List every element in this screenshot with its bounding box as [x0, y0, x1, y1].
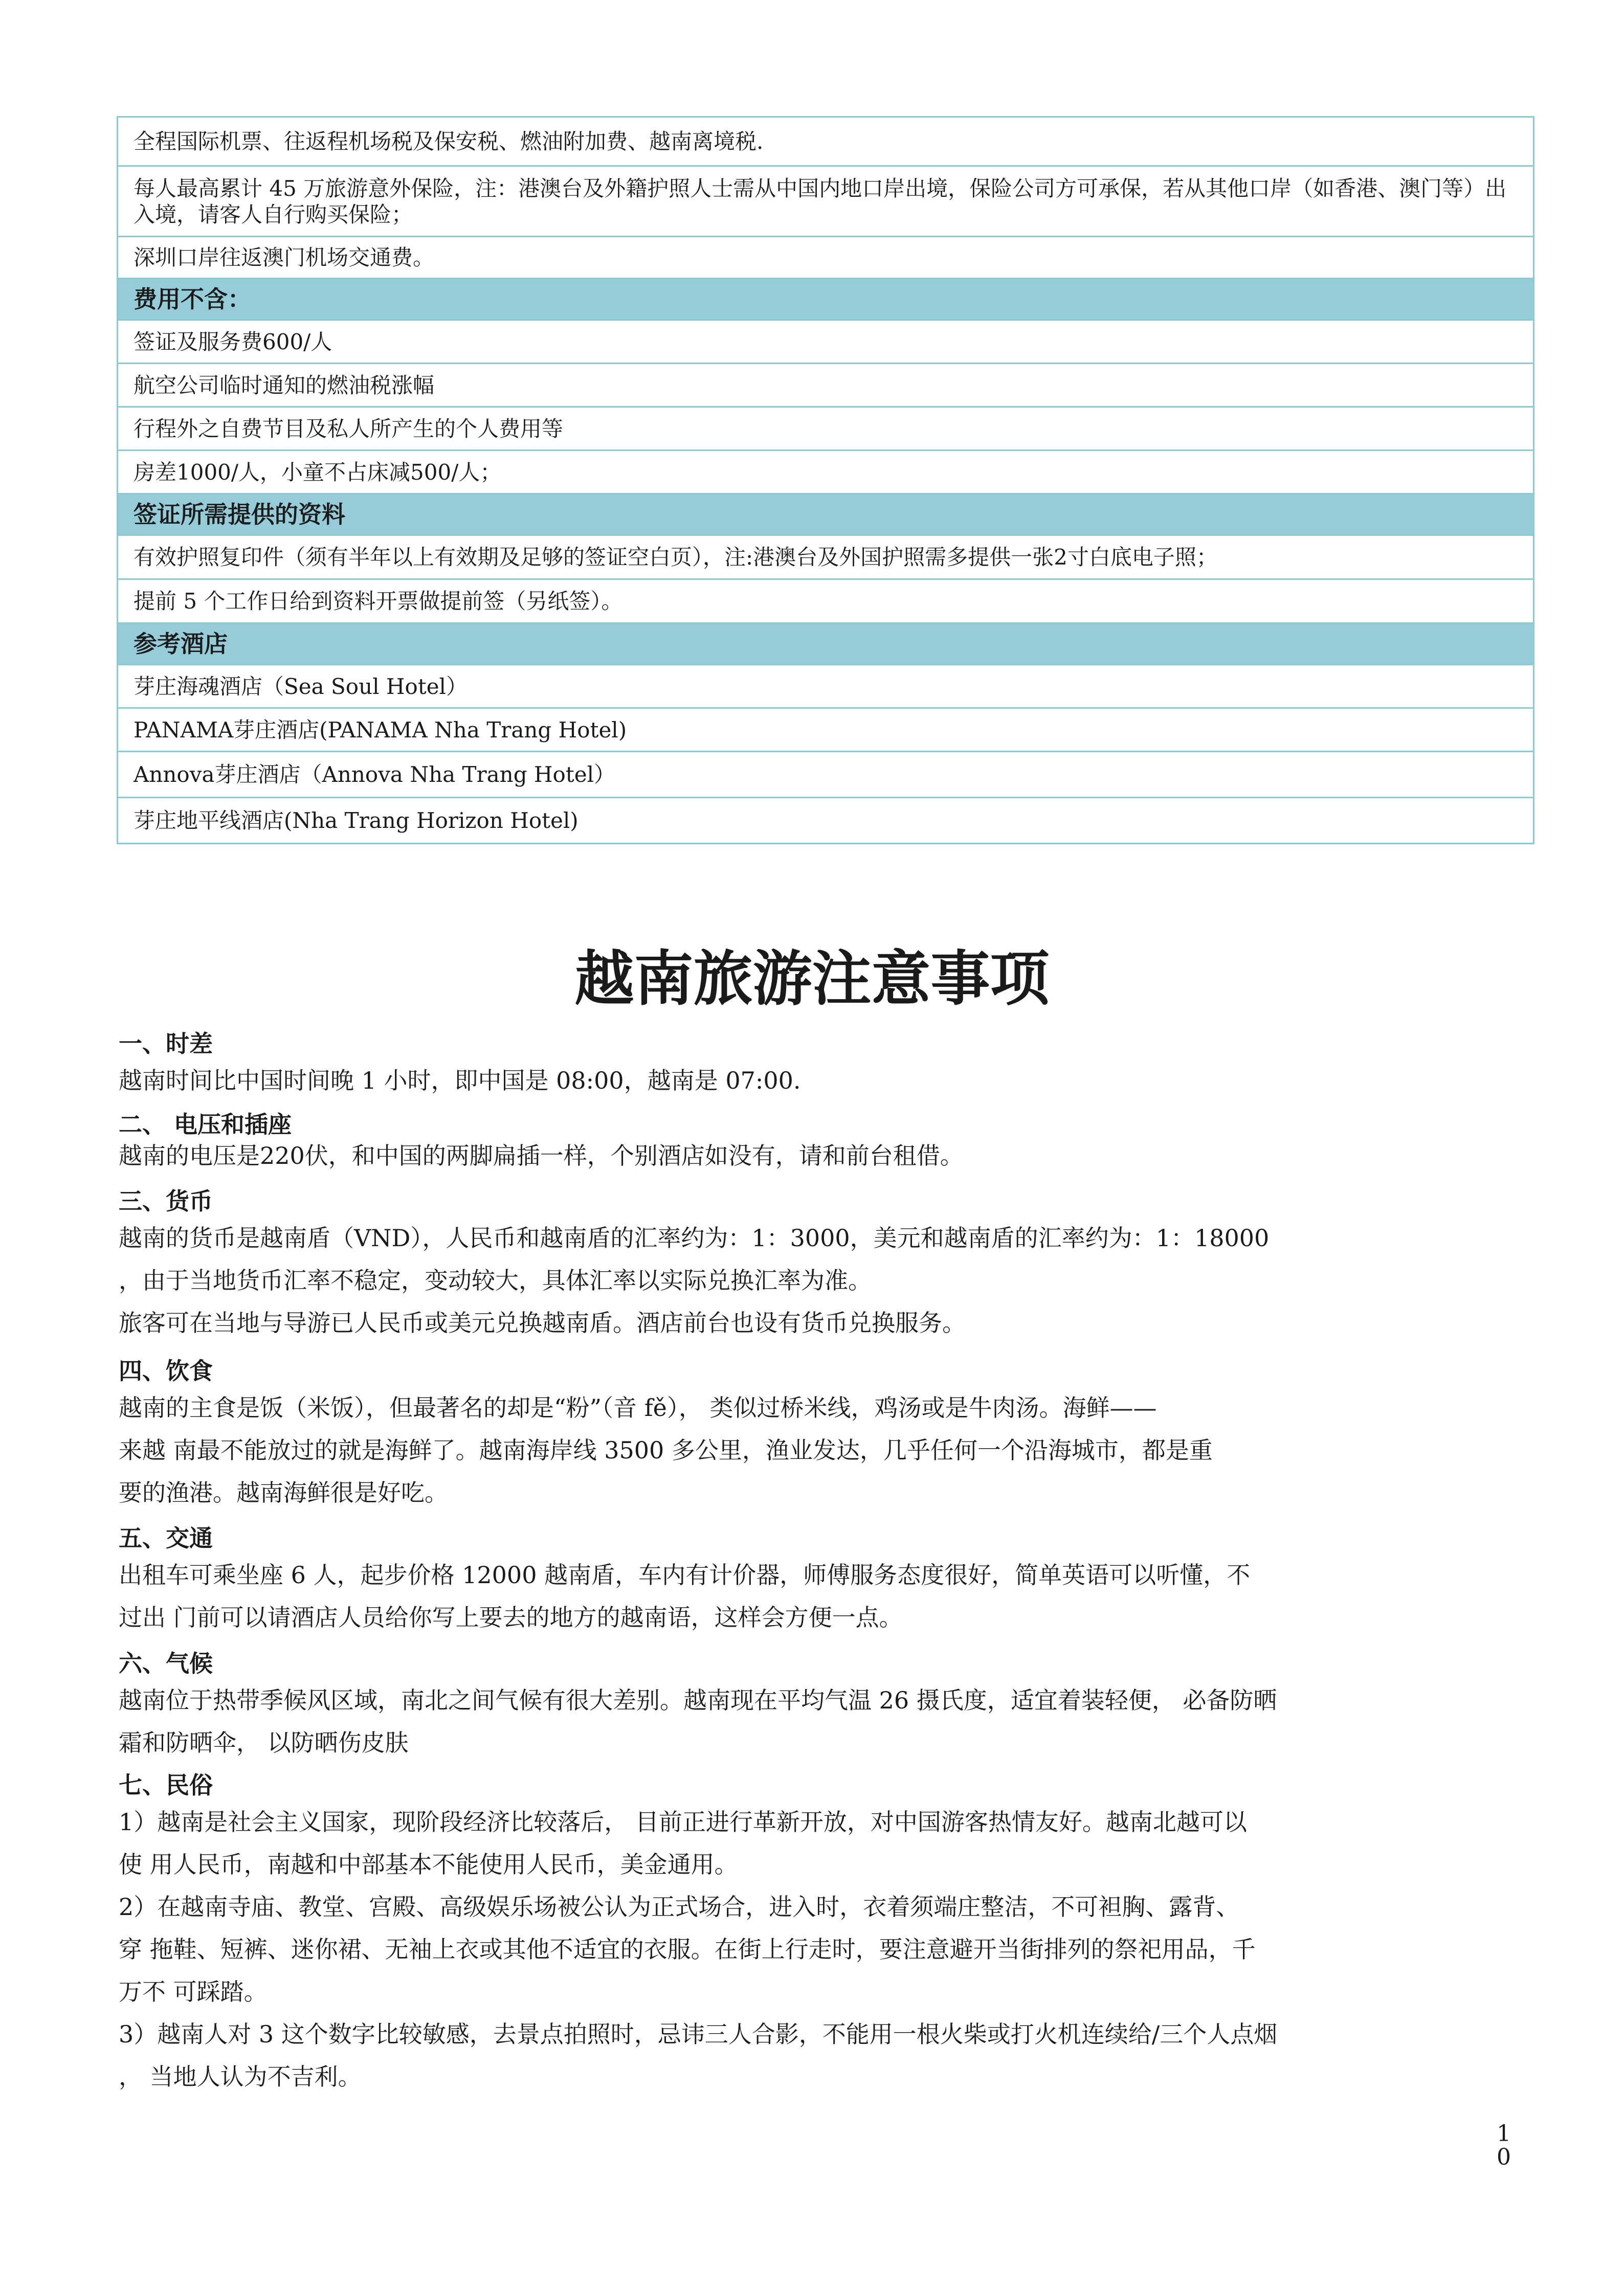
- section-text: 旅客可在当地与导游已人民币或美元兑换越南盾。酒店前台也设有货币兑换服务。: [119, 1309, 966, 1337]
- table-row: 房差1000/人，小童不占床减500/人；: [117, 451, 1534, 494]
- section-heading: 一、时差: [119, 1030, 213, 1057]
- table-row: 有效护照复印件（须有半年以上有效期及足够的签证空白页），注:港澳台及外国护照需多提供一张2寸白底电子照；: [117, 536, 1534, 580]
- section-heading: 七、民俗: [119, 1771, 213, 1799]
- section-text: 越南时间比中国时间晚 1 小时，即中国是 08:00，越南是 07:00.: [119, 1067, 801, 1094]
- section-text: 穿 拖鞋、短裤、迷你裙、无袖上衣或其他不适宜的衣服。在街上行走时，要注意避开当街排列的祭祀用品，千: [119, 1935, 1256, 1963]
- table-section-header: 参考酒店: [117, 624, 1534, 665]
- table-row: 芽庄海魂酒店（Sea Soul Hotel）: [117, 665, 1534, 709]
- section-customs: [119, 1769, 1500, 2098]
- table-row: 每人最高累计 45 万旅游意外保险，注：港澳台及外籍护照人士需从中国内地口岸出境，保险公司方可承保，若从其他口岸（如香港、澳门等）出入境，请客人自行购买保险；: [117, 167, 1534, 237]
- section-text: 使 用人民币，南越和中部基本不能使用人民币，美金通用。: [119, 1851, 738, 1878]
- section-heading: 二、 电压和插座: [119, 1111, 292, 1138]
- section-text: 越南位于热带季候风区域，南北之间气候有很大差别。越南现在平均气温 26 摄氏度，适宜着装轻便， 必备防晒: [119, 1686, 1277, 1714]
- table-section-header: 签证所需提供的资料: [117, 494, 1534, 536]
- section-text: 3）越南人对 3 这个数字比较敏感，去景点拍照时，忌讳三人合影，不能用一根火柴或打火机连续给/三个人点烟: [119, 2020, 1278, 2048]
- section-text: 过出 门前可以请酒店人员给你写上要去的地方的越南语，这样会方便一点。: [119, 1604, 903, 1631]
- section-text: 要的渔港。越南海鲜很是好吃。: [119, 1479, 448, 1506]
- page-number-digit: 0: [1497, 2144, 1511, 2170]
- table-row: 全程国际机票、往返程机场税及保安税、燃油附加费、越南离境税.: [117, 118, 1534, 167]
- page-title: 越南旅游注意事项: [574, 944, 1050, 1014]
- section-text: 来越 南最不能放过的就是海鲜了。越南海岸线 3500 多公里，渔业发达，几乎任何一个沿海城市，都是重: [119, 1436, 1213, 1464]
- section-text: ， 当地人认为不吉利。: [119, 2063, 362, 2090]
- fee-table: [117, 116, 1534, 844]
- section-text: 出租车可乘坐座 6 人，起步价格 12000 越南盾，车内有计价器，师傅服务态度很好，简单英语可以听懂，不: [119, 1561, 1251, 1589]
- table-section-header: 费用不含：: [117, 279, 1534, 321]
- section-voltage: [119, 1109, 1500, 1171]
- section-currency: [119, 1185, 1500, 1344]
- section-text: 越南的电压是220伏，和中国的两脚扁插一样，个别酒店如没有，请和前台租借。: [119, 1142, 964, 1169]
- section-text: 万不 可踩踏。: [119, 1978, 268, 2006]
- page-number-digit: 1: [1497, 2121, 1511, 2147]
- table-row: 芽庄地平线酒店(Nha Trang Horizon Hotel): [117, 798, 1534, 844]
- section-heading: 三、货币: [119, 1187, 213, 1215]
- table-row: Annova芽庄酒店（Annova Nha Trang Hotel）: [117, 752, 1534, 798]
- section-transport: [119, 1522, 1500, 1639]
- section-climate: [119, 1648, 1500, 1764]
- section-heading: 五、交通: [119, 1524, 213, 1552]
- section-text: ，由于当地货币汇率不稳定，变动较大，具体汇率以实际兑换汇率为准。: [119, 1267, 872, 1294]
- section-text: 越南的主食是饭（米饭），但最著名的却是“粉”（音 fě）， 类似过桥米线，鸡汤或是牛肉汤。海鲜——: [119, 1394, 1157, 1422]
- section-text: 1）越南是社会主义国家，现阶段经济比较落后， 目前正进行革新开放，对中国游客热情友好。越南北越可以: [119, 1808, 1247, 1836]
- section-heading: 四、饮食: [119, 1357, 213, 1385]
- table-row: 深圳口岸往返澳门机场交通费。: [117, 237, 1534, 279]
- section-text: 越南的货币是越南盾（VND），人民币和越南盾的汇率约为：1：3000，美元和越南盾的汇率约为：1：18000: [119, 1224, 1270, 1252]
- table-row: PANAMA芽庄酒店(PANAMA Nha Trang Hotel): [117, 709, 1534, 752]
- section-time-difference: [119, 1028, 1500, 1102]
- table-row: 提前 5 个工作日给到资料开票做提前签（另纸签）。: [117, 580, 1534, 624]
- section-text: 霜和防晒伞， 以防晒伤皮肤: [119, 1729, 409, 1757]
- table-row: 航空公司临时通知的燃油税涨幅: [117, 364, 1534, 408]
- page-number: [1494, 2122, 1514, 2169]
- section-text: 2）在越南寺庙、教堂、宫殿、高级娱乐场被公认为正式场合，进入时，衣着须端庄整洁，不可袒胸、露背、: [119, 1893, 1240, 1921]
- table-row: 行程外之自费节目及私人所产生的个人费用等: [117, 408, 1534, 451]
- section-heading: 六、气候: [119, 1650, 213, 1677]
- table-row: 签证及服务费600/人: [117, 321, 1534, 364]
- section-food: [119, 1355, 1500, 1514]
